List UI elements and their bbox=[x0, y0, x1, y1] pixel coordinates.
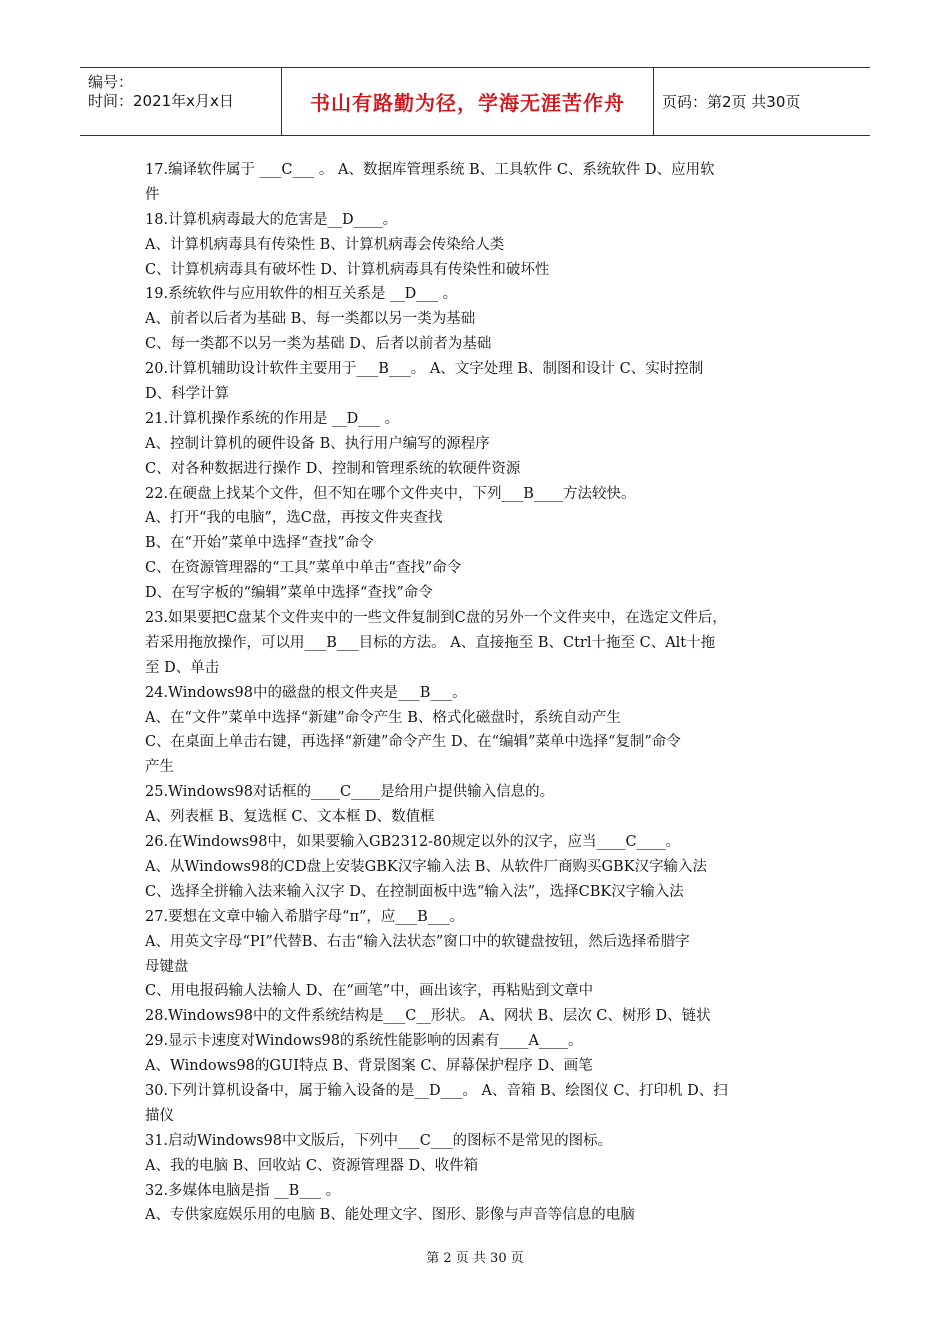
text-line: A、我的电脑 B、回收站 C、资源管理器 D、收件箱 bbox=[145, 1157, 479, 1174]
text-line: A、计算机病毒具有传染性 B、计算机病毒会传染给人类 bbox=[145, 236, 505, 253]
text-line: 产生 bbox=[145, 759, 174, 776]
text-line: 25.Windows98对话框的____C____是给用户提供输入信息的。 bbox=[145, 784, 555, 801]
header-page-info: 页码：第2页 共30页 bbox=[662, 93, 801, 111]
text-line: A、控制计算机的硬件设备 B、执行用户编写的源程序 bbox=[145, 435, 490, 452]
text-line: 19.系统软件与应用软件的相互关系是 __D___ 。 bbox=[145, 286, 458, 303]
text-line: A、列表框 B、复选框 C、文本框 D、数值框 bbox=[145, 809, 435, 826]
text-line: A、在“文件”菜单中选择“新建”命令产生 B、格式化磁盘时，系统自动产生 bbox=[145, 709, 621, 726]
text-line: 26.在Windows98中，如果要输入GB2312-80规定以外的汉字，应当____C____。 bbox=[145, 834, 681, 851]
text-line: C、在资源管理器的“工具”菜单中单击“查找”命令 bbox=[145, 560, 462, 577]
text-line: 17.编译软件属于 ___C___ 。 A、数据库管理系统 B、工具软件 C、系统软件 D、应用软 bbox=[145, 162, 715, 178]
text-line: 27.要想在文章中输入希腊字母“π”，应___B___。 bbox=[145, 908, 465, 925]
page-header bbox=[80, 67, 870, 136]
text-line: 件 bbox=[145, 186, 160, 203]
text-line: D、科学计算 bbox=[145, 386, 230, 403]
text-line: A、Windows98的GUI特点 B、背景图案 C、屏幕保护程序 D、画笔 bbox=[145, 1058, 593, 1075]
text-line: 20.计算机辅助设计软件主要用于___B___。 A、文字处理 B、制图和设计 C、实时控制 bbox=[145, 361, 704, 378]
text-line: A、从Windows98的CD盘上安装GBK汉字输入法 B、从软件厂商购买GBK汉字输入法 bbox=[145, 858, 708, 875]
text-line: C、对各种数据进行操作 D、控制和管理系统的软硬件资源 bbox=[145, 460, 521, 477]
header-motto: 书山有路勤为径，学海无涯苦作舟 bbox=[282, 68, 654, 135]
text-line: 22.在硬盘上找某个文件，但不知在哪个文件夹中，下列___B____方法较快。 bbox=[145, 485, 636, 502]
text-line: D、在写字板的“编辑”菜单中选择“查找”命令 bbox=[145, 585, 433, 602]
text-line: C、计算机病毒具有破坏性 D、计算机病毒具有传染性和破坏性 bbox=[145, 261, 550, 278]
document-number: 编号： bbox=[88, 73, 134, 91]
text-line: 31.启动Windows98中文版后，下列中___C___的图标不是常见的图标。 bbox=[145, 1132, 613, 1149]
text-line: C、选择全拼输入法来输入汉字 D、在控制面板中选“输入法”，选择CBK汉字输入法 bbox=[145, 883, 684, 900]
document-date: 时间：2021年x月x日 bbox=[88, 92, 234, 110]
text-line: 18.计算机病毒最大的危害是__D____。 bbox=[145, 211, 398, 228]
text-line: A、专供家庭娱乐用的电脑 B、能处理文字、图形、影像与声音等信息的电脑 bbox=[145, 1207, 635, 1224]
text-line: 28.Windows98中的文件系统结构是___C__形状。 A、网状 B、层次 C、树形 D、链状 bbox=[145, 1008, 711, 1025]
text-line: A、用英文字母“PI”代替B、右击“输入法状态”窗口中的软键盘按钮，然后选择希腊字 bbox=[145, 933, 690, 950]
text-line: C、用电报码输人法输人 D、在“画笔”中，画出该字，再粘贴到文章中 bbox=[145, 983, 594, 1000]
page-footer: 第 2 页 共 30 页 bbox=[426, 1251, 524, 1266]
text-line: 若采用拖放操作，可以用___B___目标的方法。 A、直接拖至 B、Ctrl十拖至 C、Alt十拖 bbox=[145, 634, 716, 651]
text-line: 29.显示卡速度对Windows98的系统性能影响的因素有____A____。 bbox=[145, 1033, 583, 1050]
text-line: B、在“开始”菜单中选择“查找”命令 bbox=[145, 535, 374, 552]
text-line: 23.如果要把C盘某个文件夹中的一些文件复制到C盘的另外一个文件夹中，在选定文件后， bbox=[145, 610, 727, 627]
header-meta bbox=[80, 68, 282, 135]
text-line: 母键盘 bbox=[145, 958, 189, 975]
text-line: A、前者以后者为基础 B、每一类都以另一类为基础 bbox=[145, 311, 476, 328]
text-line: 描仪 bbox=[145, 1107, 174, 1124]
question-text-body bbox=[145, 158, 810, 1228]
text-line: 32.多媒体电脑是指 __B___ 。 bbox=[145, 1182, 341, 1199]
text-line: 24.Windows98中的磁盘的根文件夹是___B___。 bbox=[145, 684, 467, 701]
text-line: 30.下列计算机设备中，属于输入设备的是__D___。 A、音箱 B、绘图仪 C、打印机 D、扫 bbox=[145, 1082, 728, 1099]
text-line: C、在桌面上单击右键，再选择“新建”命令产生 D、在“编辑”菜单中选择“复制”命令 bbox=[145, 734, 681, 751]
text-line: C、每一类都不以另一类为基础 D、后者以前者为基础 bbox=[145, 336, 492, 353]
text-line: 21.计算机操作系统的作用是 __D___ 。 bbox=[145, 410, 400, 427]
text-line: A、打开“我的电脑”，选C盘，再按文件夹查找 bbox=[145, 510, 443, 527]
text-line: 至 D、单击 bbox=[145, 659, 220, 676]
